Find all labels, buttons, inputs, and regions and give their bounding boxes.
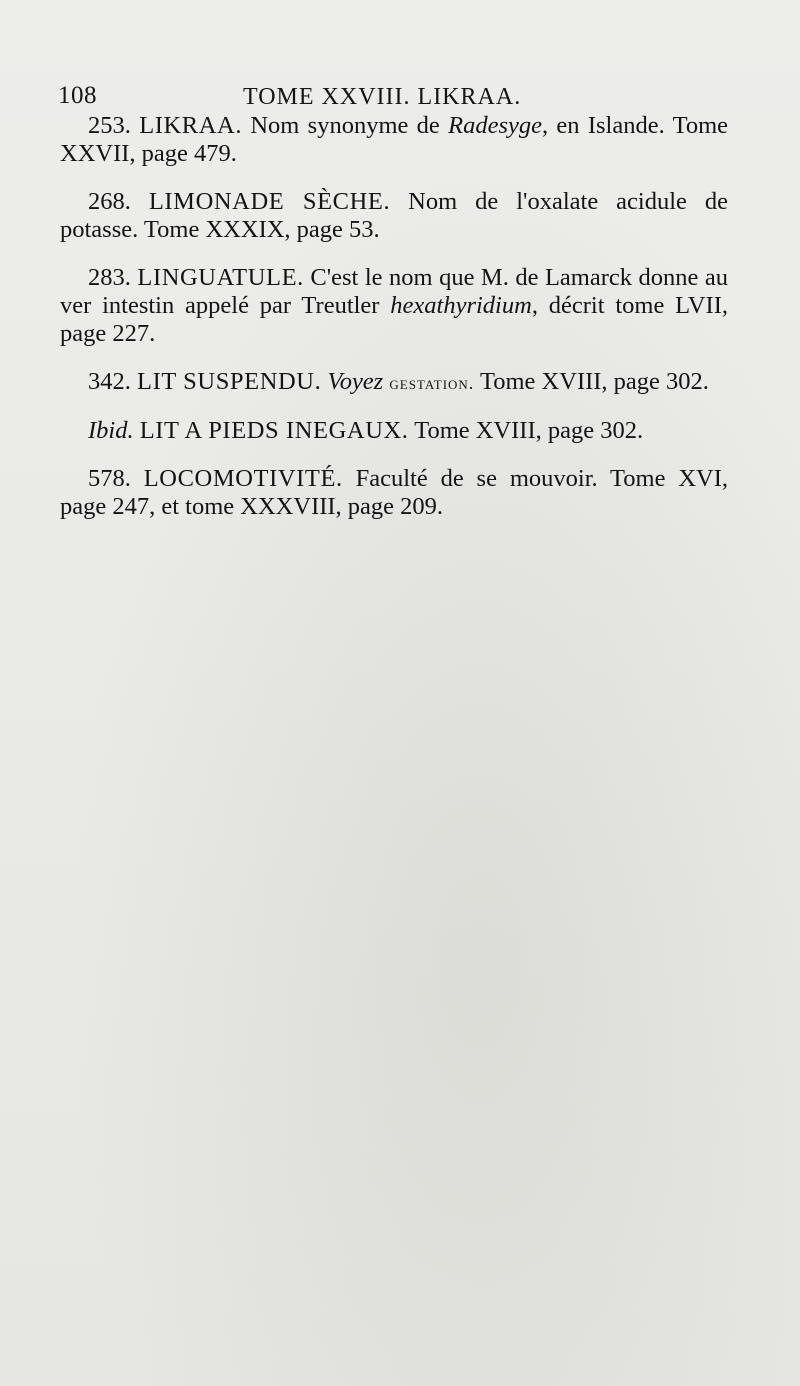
- entry-text: Nom de l'oxalate acidule de potasse. Tome XXXIX, page 53.: [60, 188, 729, 243]
- entry-text: Tome XVIII, page 302.: [408, 417, 644, 444]
- entry-cross-reference-target: gestation.: [389, 373, 475, 393]
- entry-text: Faculté de se mouvoir. Tome XVI, page 247, et tome XXXVIII, page 209.: [60, 465, 728, 520]
- entry-cross-reference: Voyez: [327, 368, 384, 395]
- entry-number: Ibid.: [88, 417, 134, 444]
- index-entry-lit-a-pieds-inegaux: [60, 417, 728, 445]
- entry-number: 283.: [88, 264, 131, 291]
- index-entry-likraa: [60, 112, 728, 168]
- entry-term: LIT A PIEDS INEGAUX.: [139, 417, 409, 444]
- entry-number: 342.: [88, 368, 131, 395]
- entry-text: , décrit tome LVII, page 227.: [60, 292, 728, 347]
- entry-number: 268.: [88, 188, 131, 215]
- entry-number: 578.: [88, 465, 131, 492]
- entry-term: LIT SUSPENDU.: [137, 368, 322, 395]
- index-entry-lit-suspendu: [60, 368, 728, 397]
- entry-term: LIKRAA.: [139, 112, 243, 139]
- index-entry-limonade-seche: [60, 188, 728, 244]
- entry-text: Nom synonyme de: [242, 112, 449, 139]
- entry-term: LINGUATULE.: [137, 264, 304, 291]
- entry-number: 253.: [88, 112, 131, 139]
- entry-text: C'est le nom que M. de Lamarck donne au ver intestin appelé par Treutler: [60, 264, 729, 319]
- index-entries: [60, 112, 728, 541]
- page-header: [58, 82, 738, 116]
- index-entry-locomotivite: [60, 465, 728, 521]
- entry-italic-term: Radesyge: [448, 112, 542, 139]
- entry-term: LIMONADE SÈCHE.: [148, 188, 391, 215]
- page-number: 108: [58, 82, 97, 109]
- entry-italic-term: hexathyridium: [390, 292, 532, 319]
- index-entry-linguatule: [60, 264, 728, 348]
- entry-text: , en Islande. Tome XXVII, page 479.: [60, 112, 729, 167]
- running-head: TOME XXVIII. LIKRAA.: [243, 84, 522, 110]
- entry-term: LOCOMOTIVITÉ.: [143, 465, 343, 492]
- entry-text: Tome XVIII, page 302.: [474, 368, 709, 395]
